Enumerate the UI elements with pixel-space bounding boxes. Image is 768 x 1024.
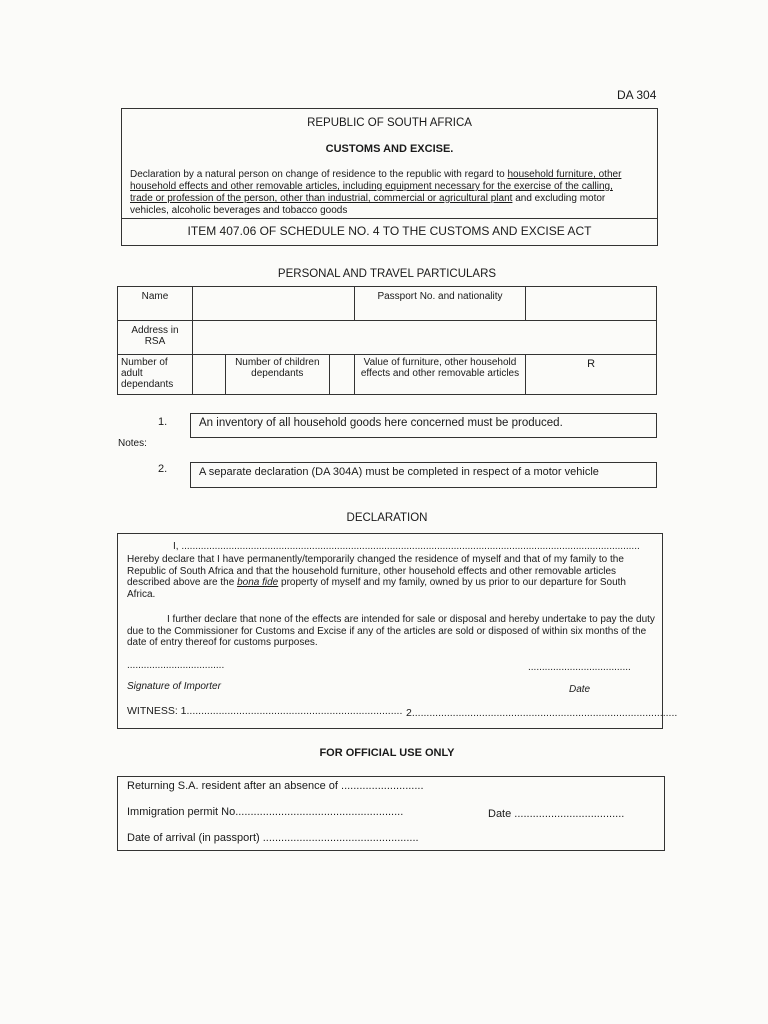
schedule-item: ITEM 407.06 OF SCHEDULE NO. 4 TO THE CUSTOMS AND EXCISE ACT — [187, 224, 592, 238]
adult-dependants-field[interactable] — [192, 355, 225, 395]
header-divider — [122, 218, 657, 219]
desc-underlined: household furniture, other household effects and other removable articles, including equipment necessary for the exercise of the calling, trade or profession of the person, other than industrial, commercial or agricultural plant — [130, 169, 622, 204]
declaration-paragraph-1 — [127, 554, 632, 600]
particulars-table — [117, 286, 657, 395]
department-title: CUSTOMS AND EXCISE. — [325, 143, 454, 155]
note-number-2: 2. — [158, 463, 168, 475]
official-use-box — [117, 776, 665, 851]
para1-before: Hereby declare that I have permanently/temporarily changed the residence of myself and that of my family to the Republic of South Africa and that the household furniture, other household effects and other removable articles described above are the — [127, 554, 624, 588]
desc-part1: Declaration by a natural person on change of residence to the republic with regard to — [130, 169, 508, 180]
note-number-1: 1. — [158, 416, 168, 428]
declaration-box — [117, 533, 678, 729]
adult-dependants-label: Number of adult dependants — [118, 355, 193, 395]
date-line[interactable]: ..................................... — [528, 662, 631, 673]
name-label: Name — [118, 287, 193, 321]
witness-1-line[interactable]: WITNESS: 1.......................................................................... — [127, 705, 403, 717]
declaration-title: DECLARATION — [346, 512, 428, 524]
official-use-title: FOR OFFICIAL USE ONLY — [319, 747, 455, 759]
signature-label: Signature of Importer — [127, 681, 221, 692]
note-2: A separate declaration (DA 304A) must be completed in respect of a motor vehicle — [190, 462, 657, 488]
passport-label: Passport No. and nationality — [354, 287, 526, 321]
country-title: REPUBLIC OF SOUTH AFRICA — [307, 117, 472, 129]
desc-part2: and excluding motor vehicles, alcoholic beverages and tobacco goods — [130, 193, 606, 216]
address-field[interactable] — [192, 321, 656, 355]
notes-label: Notes: — [118, 438, 147, 449]
value-label: Value of furniture, other household effects and other removable articles — [354, 355, 526, 395]
name-field[interactable] — [192, 287, 354, 321]
address-label: Address in RSA — [118, 321, 193, 355]
bona-fide-term: bona fide — [237, 577, 279, 588]
note-1: An inventory of all household goods here concerned must be produced. — [190, 413, 657, 438]
para1-after: property of myself and my family, owned by us prior to our departure for South Africa. — [127, 577, 626, 600]
declaration-description — [130, 169, 637, 217]
date-of-arrival-line[interactable]: Date of arrival (in passport) ................................................... — [127, 832, 419, 844]
signature-line[interactable]: ................................... — [127, 660, 225, 671]
children-dependants-label: Number of children dependants — [225, 355, 329, 395]
passport-field[interactable] — [526, 287, 657, 321]
official-date-line[interactable]: Date .................................... — [488, 808, 625, 820]
children-dependants-field[interactable] — [329, 355, 354, 395]
witness-2-line[interactable]: 2........................................................................................... — [406, 707, 678, 719]
form-code: DA 304 — [617, 88, 657, 102]
value-currency[interactable]: R — [526, 355, 657, 395]
particulars-title: PERSONAL AND TRAVEL PARTICULARS — [277, 268, 497, 280]
returning-resident-line[interactable]: Returning S.A. resident after an absence of ........................... — [127, 780, 424, 792]
date-label: Date — [569, 684, 591, 695]
header-box — [121, 108, 658, 246]
immigration-permit-line[interactable]: Immigration permit No....................................................... — [127, 806, 404, 818]
name-declaration-line[interactable]: I, ..................................................................................................................................................................... — [173, 541, 640, 552]
declaration-paragraph-2: I further declare that none of the effects are intended for sale or disposal and hereby undertake to pay the duty due to the Commissioner for Customs and Excise if any of the articles are sold or disposed of within six months of the date of entry thereof for customs purposes. — [127, 614, 655, 648]
